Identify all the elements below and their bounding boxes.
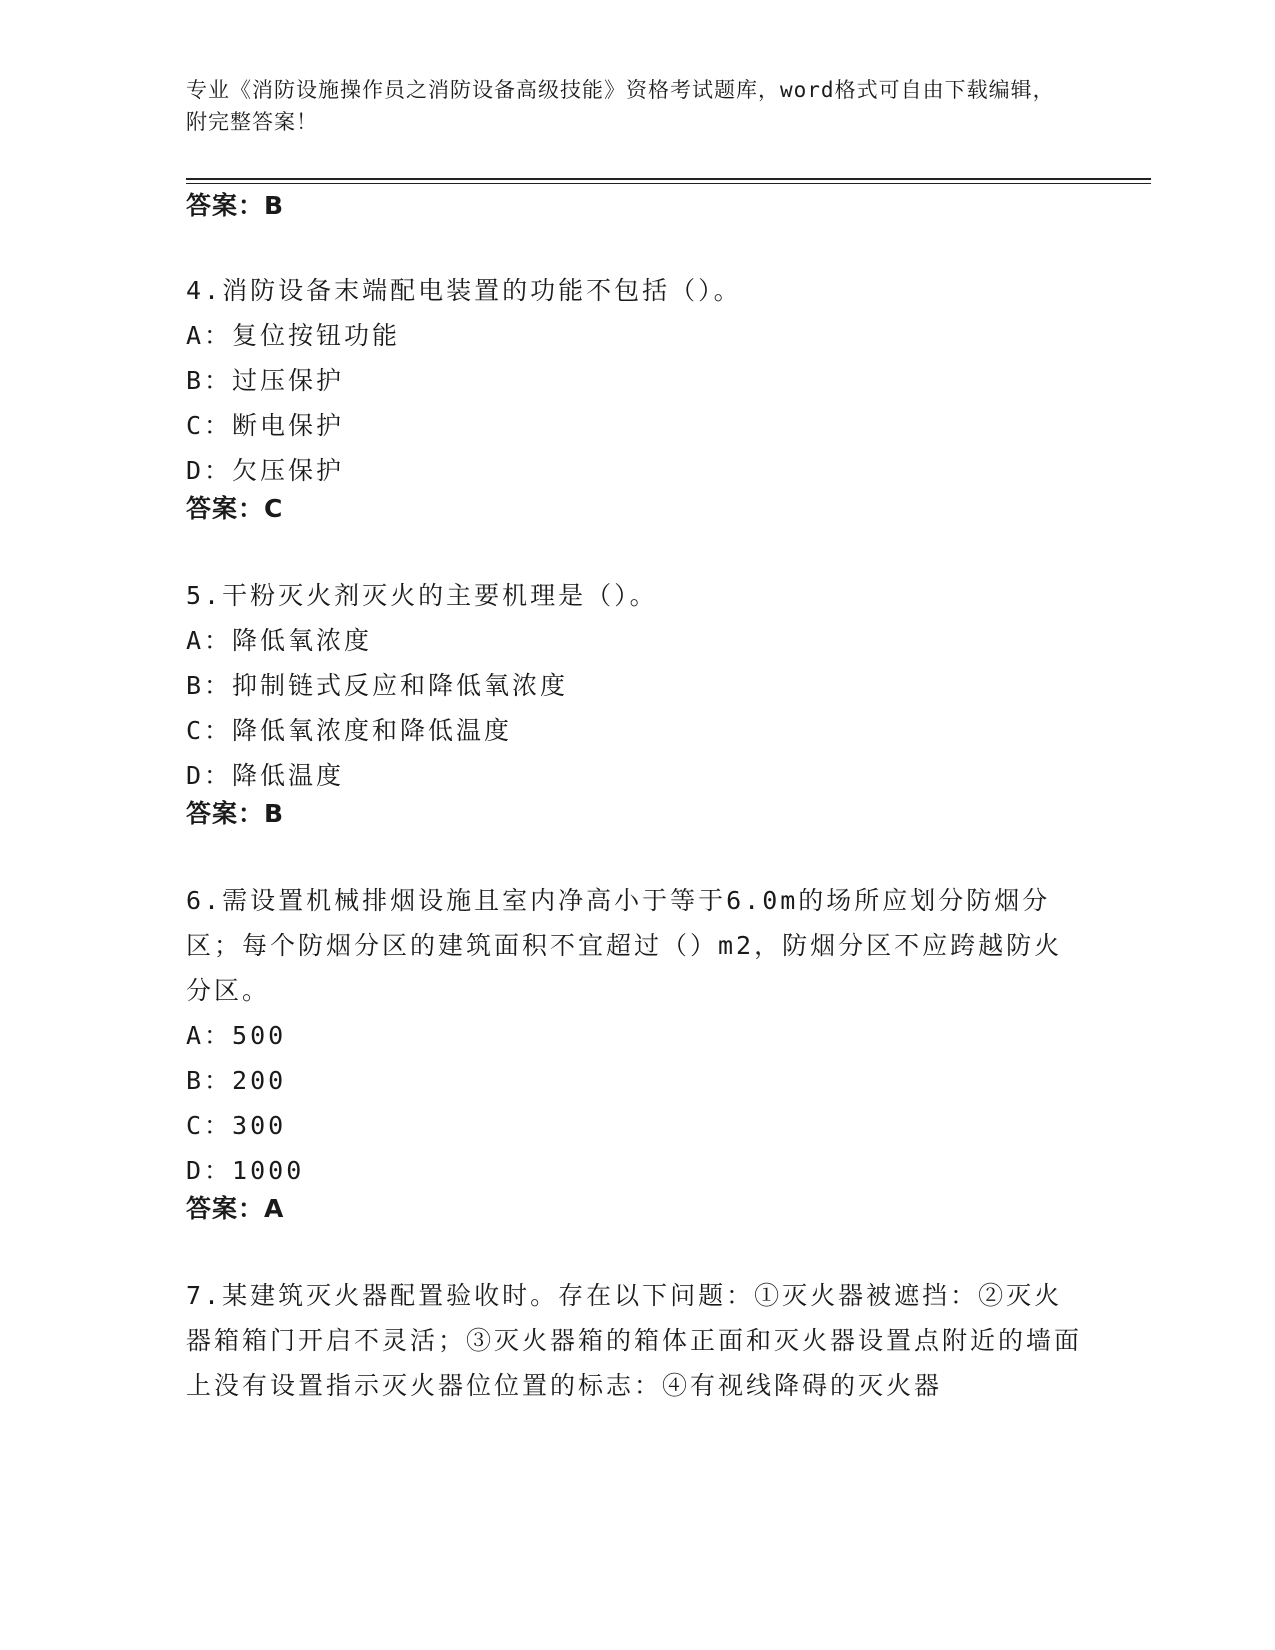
question-block [186,1273,1086,1408]
option-b: B：200 [186,1066,287,1095]
page-header-text: 专业《消防设施操作员之消防设备高级技能》资格考试题库，word格式可自由下载编辑，附完整答案！ [186,78,1055,134]
header-rule-top [186,178,1151,180]
question-text: 5.干粉灭火剂灭火的主要机理是（）。 [186,581,658,610]
option-b: B：过压保护 [186,366,345,395]
option-b: B：抑制链式反应和降低氧浓度 [186,671,569,700]
option-c: C：降低氧浓度和降低温度 [186,716,513,745]
question-block [186,573,1086,834]
answer-line: 答案：C [186,494,284,523]
answer-line: 答案：B [186,191,285,220]
answer-line: 答案：A [186,1194,285,1223]
option-d: D：1000 [186,1156,305,1185]
question-text: 6.需设置机械排烟设施且室内净高小于等于6.0m的场所应划分防烟分区；每个防烟分区的建筑面积不宜超过（）m2，防烟分区不应跨越防火分区。 [186,886,1063,1005]
option-a: A：500 [186,1021,287,1050]
answer-line: 答案：B [186,799,285,828]
option-a: A：降低氧浓度 [186,626,373,655]
header-rule-bottom [186,183,1151,184]
option-a: A：复位按钮功能 [186,321,401,350]
question-block [186,268,1086,529]
option-c: C：断电保护 [186,411,345,440]
option-d: D：欠压保护 [186,456,345,485]
question-text: 7.某建筑灭火器配置验收时。存在以下问题：①灭火器被遮挡：②灭火器箱箱门开启不灵活；③灭火器箱的箱体正面和灭火器设置点附近的墙面上没有设置指示灭火器位位置的标志：④有视线降碍的灭火器 [186,1281,1083,1400]
option-d: D：降低温度 [186,761,345,790]
question-text: 4.消防设备末端配电装置的功能不包括（）。 [186,276,742,305]
option-c: C：300 [186,1111,287,1140]
document-content [186,190,1086,1408]
question-block [186,878,1086,1229]
